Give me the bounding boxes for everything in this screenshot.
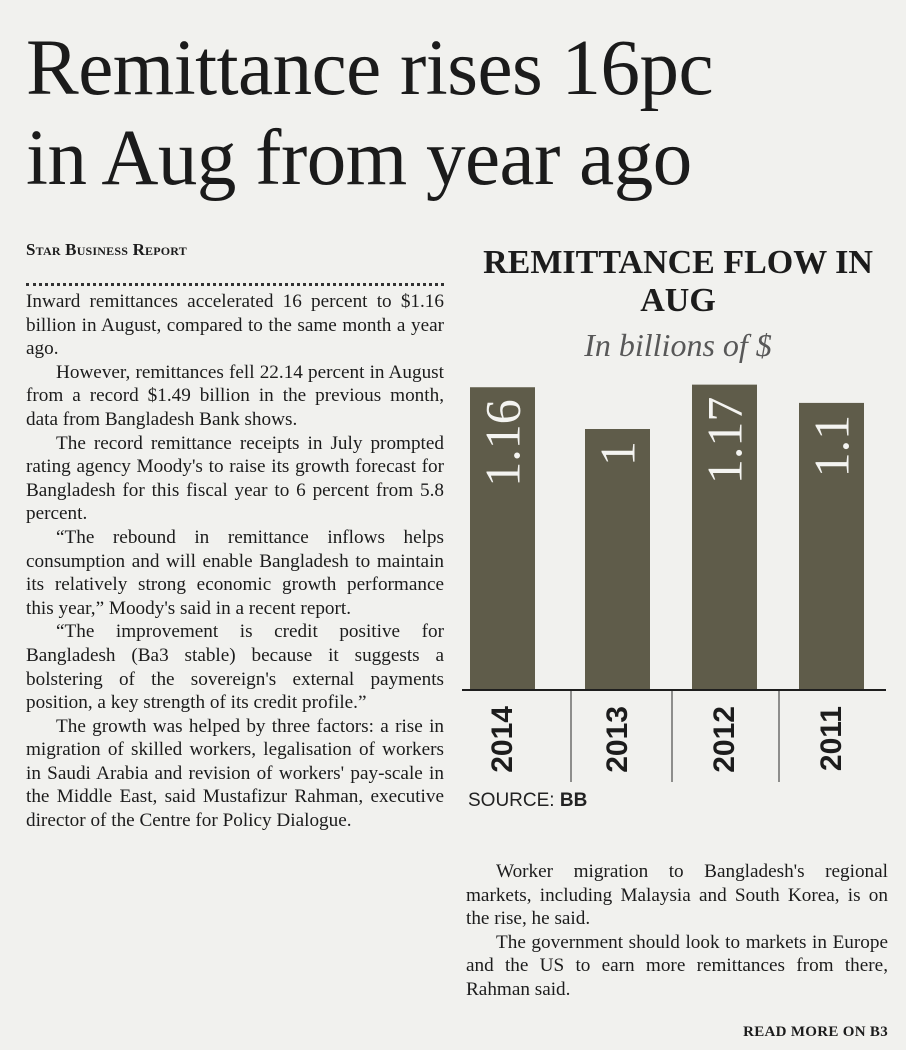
paragraph: Worker migration to Bangladesh's regional markets, including Malaysia and South Korea, is on the rise, he said.	[466, 861, 888, 930]
category-label-2011: 2011	[815, 706, 848, 772]
category-label-2014: 2014	[486, 706, 519, 773]
headline-line-2: in Aug from year ago	[26, 115, 692, 202]
bar-2013	[585, 429, 650, 690]
paragraph: The record remittance receipts in July prompted rating agency Moody's to raise its growth forecast for Bangladesh for this fiscal year to 6 percent from 5.8 percent.	[26, 432, 444, 525]
paragraph: Inward remittances accelerated 16 percent to $1.16 billion in August, compared to the same month a year ago.	[26, 291, 444, 360]
chart-subtitle: In billions of $	[584, 327, 772, 363]
headline-line-1: Remittance rises 16pc	[26, 25, 714, 112]
byline: Star Business Report	[26, 240, 187, 259]
source-value: BB	[559, 790, 588, 811]
dotted-divider	[26, 283, 444, 286]
category-label-2012: 2012	[708, 706, 741, 773]
paragraph: The government should look to markets in Europe and the US to earn more remittances from there, Rahman said.	[466, 931, 888, 1000]
bar-value-label: 1.16	[474, 399, 531, 487]
article-body-right	[466, 860, 888, 1002]
chart-source	[468, 790, 587, 812]
headline	[26, 24, 886, 204]
bar-value-label: 1.1	[803, 414, 860, 478]
paragraph: However, remittances fell 22.14 percent in August from a record $1.49 billion in the previous month, data from Bangladesh Bank shows.	[26, 361, 444, 430]
read-more-link[interactable]: READ MORE ON B3	[743, 1024, 888, 1040]
paragraph: “The improvement is credit positive for Bangladesh (Ba3 stable) because it suggests a bolstering of the sovereign's external payments position, a key strength of its credit profile.”	[26, 621, 444, 714]
source-label: SOURCE:	[468, 790, 555, 811]
bar-value-label: 1.17	[696, 396, 753, 485]
bar-value-label: 1	[589, 441, 646, 466]
paragraph: “The rebound in remittance inflows helps consumption and will enable Bangladesh to maintain its relatively strong economic growth performance this year,” Moody's said in a recent report.	[26, 526, 444, 619]
chart-title: REMITTANCE FLOW IN AUG	[483, 244, 873, 319]
article-body-left	[26, 290, 444, 833]
category-label-2013: 2013	[601, 706, 634, 773]
paragraph: The growth was helped by three factors: a rise in migration of skilled workers, legalisation of workers in Saudi Arabia and revision of workers' pay-scale in the Middle East, said Mustafizur Rahman, executive director of the Centre for Policy Dialogue.	[26, 715, 444, 832]
remittance-bar-chart	[462, 380, 892, 800]
